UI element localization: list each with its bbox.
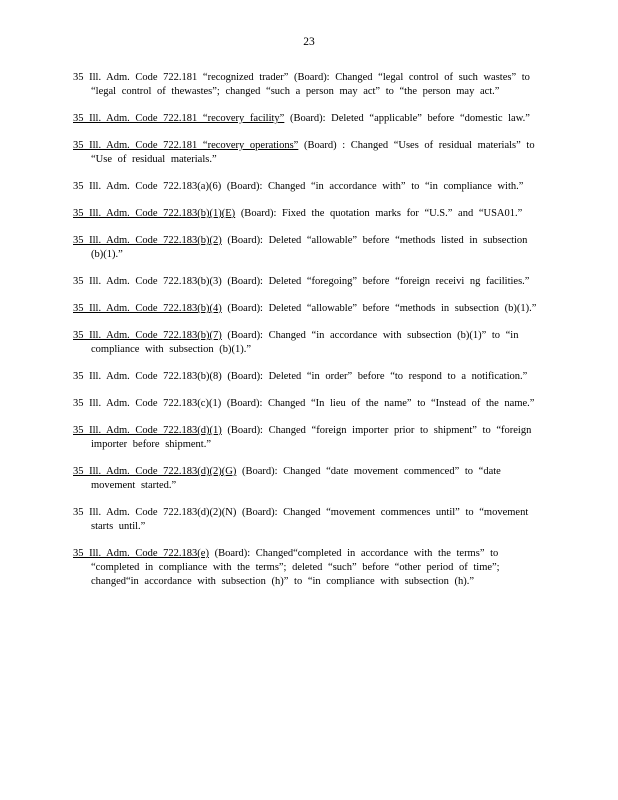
entry-citation: 35 Ill. Adm. Code 722.183(b)(8) <box>73 371 222 382</box>
entry-description: (Board): Changed “movement commences until” to “movement starts until.” <box>91 507 529 532</box>
amendment-entry <box>73 71 543 99</box>
amendment-entry <box>73 275 543 289</box>
amendment-entry <box>73 207 543 221</box>
entry-citation: 35 Ill. Adm. Code 722.181 “recovery facility” <box>73 113 285 124</box>
amendment-entry <box>73 465 543 493</box>
entry-citation: 35 Ill. Adm. Code 722.183(b)(4) <box>73 303 222 314</box>
entry-description: (Board): Changed “date movement commenced” to “date movement started.” <box>91 466 501 491</box>
entry-description: (Board): Deleted “allowable” before “methods listed in subsection (b)(1).” <box>91 235 528 260</box>
entry-citation: 35 Ill. Adm. Code 722.183(d)(2)(N) <box>73 507 237 518</box>
entry-citation: 35 Ill. Adm. Code 722.183(b)(3) <box>73 276 222 287</box>
entry-citation: 35 Ill. Adm. Code 722.183(b)(2) <box>73 235 222 246</box>
amendment-entry <box>73 424 543 452</box>
amendment-entry <box>73 547 543 589</box>
entry-citation: 35 Ill. Adm. Code 722.183(b)(1)(E) <box>73 208 236 219</box>
amendment-entry <box>73 506 543 534</box>
amendment-entry <box>73 302 543 316</box>
entry-citation: 35 Ill. Adm. Code 722.181 “recovery operations” <box>73 140 299 151</box>
entry-description: (Board): Changed “in accordance with” to “in compliance with.” <box>221 181 524 192</box>
amendment-entry <box>73 397 543 411</box>
entry-description: (Board): Changed “in accordance with subsection (b)(1)” to “in compliance with subsection (b)(1).” <box>91 330 519 355</box>
amendment-entry <box>73 112 543 126</box>
entry-description: (Board): Changed “legal control of such wastes” to “legal control of thewastes”; changed “such a person may act” to “the person may act.” <box>91 72 530 97</box>
entry-description: (Board): Changed“completed in accordance with the terms” to “completed in compliance with the terms”; deleted “such” before “other period of time”; changed“in accordance with subsection (h)” to “in compliance with subsection (h).” <box>91 548 500 587</box>
entry-citation: 35 Ill. Adm. Code 722.183(e) <box>73 548 209 559</box>
entry-citation: 35 Ill. Adm. Code 722.183(b)(7) <box>73 330 222 341</box>
entry-citation: 35 Ill. Adm. Code 722.183(a)(6) <box>73 181 222 192</box>
entry-citation: 35 Ill. Adm. Code 722.183(d)(2)(G) <box>73 466 237 477</box>
entry-citation: 35 Ill. Adm. Code 722.181 “recognized trader” <box>73 72 289 83</box>
amendment-entry <box>73 329 543 357</box>
amendment-entry <box>73 180 543 194</box>
entry-description: (Board) : Changed “Uses of residual materials” to “Use of residual materials.” <box>91 140 535 165</box>
amendment-entry <box>73 370 543 384</box>
entry-description: (Board): Deleted “allowable” before “methods in subsection (b)(1).” <box>221 303 537 314</box>
entry-citation: 35 Ill. Adm. Code 722.183(d)(1) <box>73 425 222 436</box>
entry-description: (Board): Fixed the quotation marks for “U.S.” and “USA01.” <box>235 208 523 219</box>
entry-description: (Board): Changed “In lieu of the name” to “Instead of the name.” <box>221 398 535 409</box>
entry-description: (Board): Deleted “foregoing” before “foreign receivi ng facilities.” <box>221 276 530 287</box>
entry-description: (Board): Deleted “in order” before “to respond to a notification.” <box>221 371 528 382</box>
amendment-entry <box>73 234 543 262</box>
entry-description: (Board): Deleted “applicable” before “domestic law.” <box>284 113 530 124</box>
entry-citation: 35 Ill. Adm. Code 722.183(c)(1) <box>73 398 222 409</box>
entry-description: (Board): Changed “foreign importer prior to shipment” to “foreign importer before shipment.” <box>91 425 532 450</box>
page-number: 23 <box>303 36 315 48</box>
amendment-entry <box>73 139 543 167</box>
amendment-list <box>73 71 543 602</box>
